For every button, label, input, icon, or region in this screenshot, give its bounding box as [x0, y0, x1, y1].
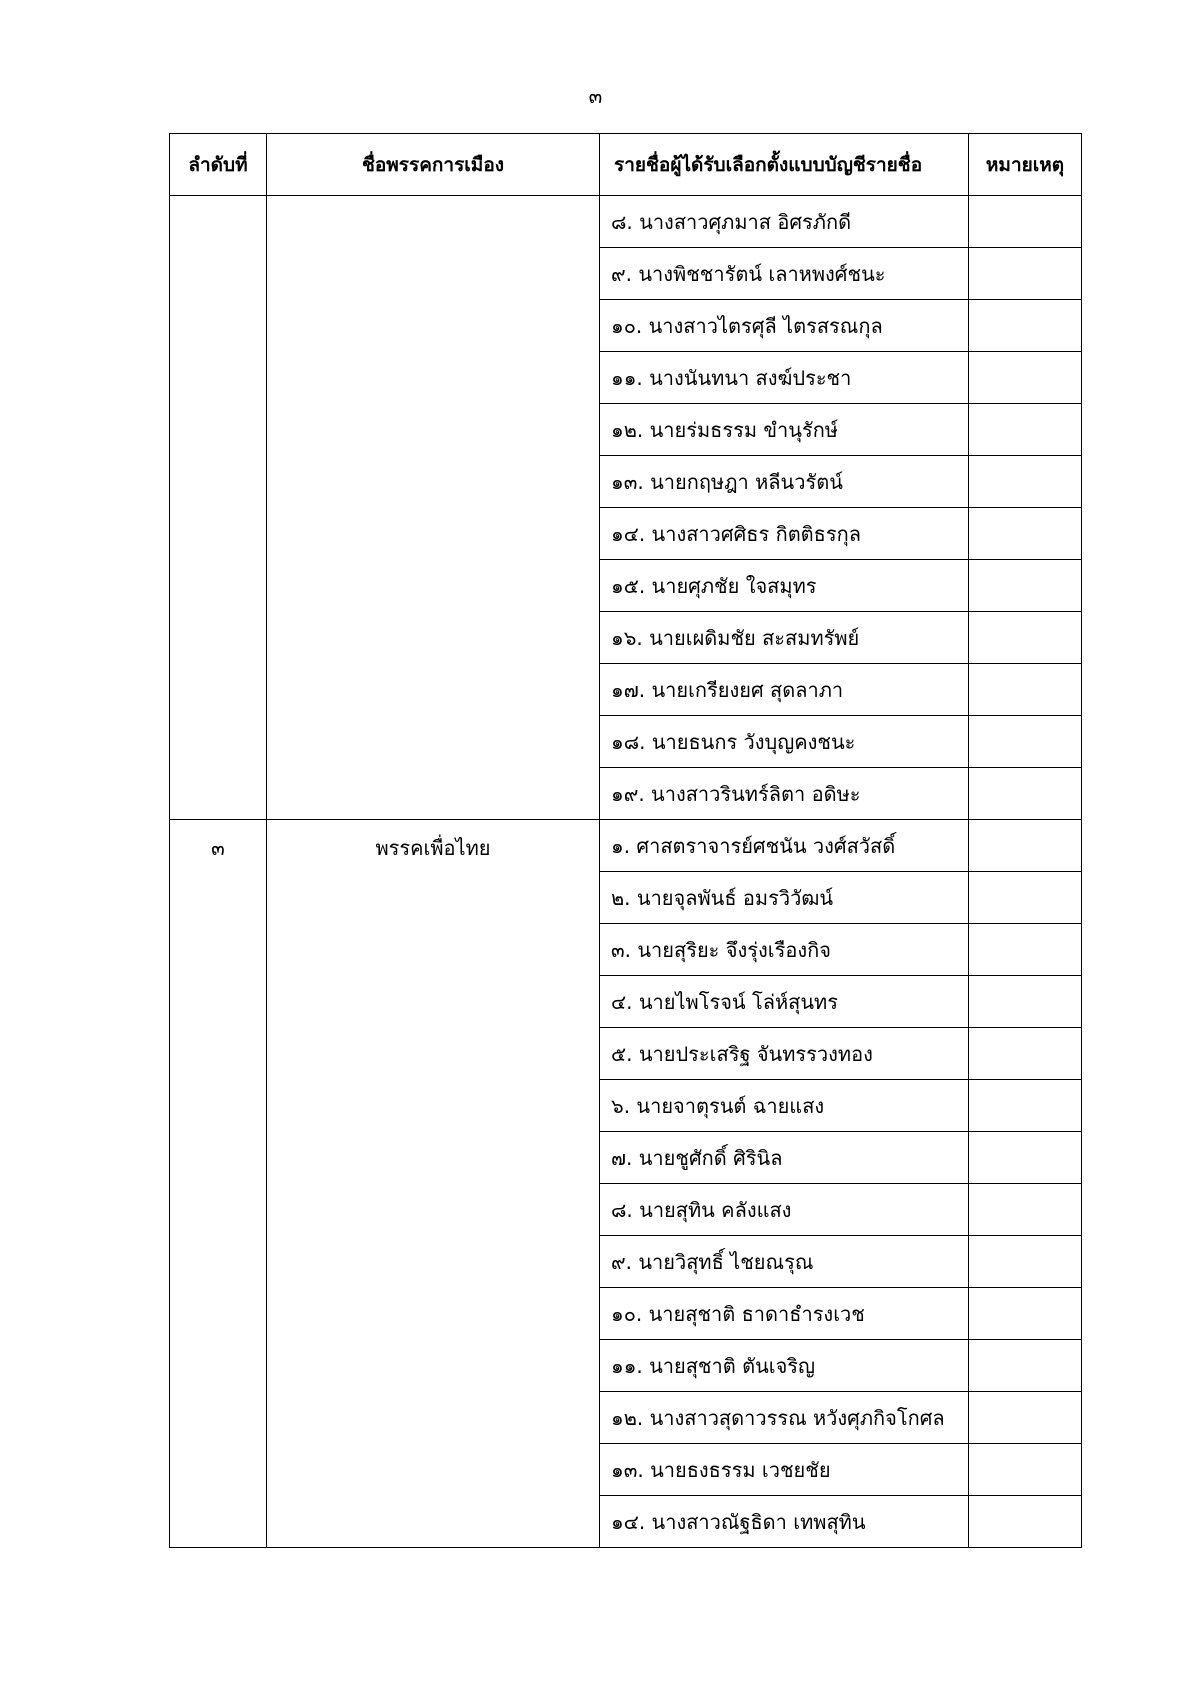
candidate-name-cell: ๑๑. นางนันทนา สงฆ์ประชา — [600, 352, 969, 404]
remarks-cell — [969, 300, 1082, 352]
header-party: ชื่อพรรคการเมือง — [267, 134, 600, 196]
candidate-name-cell: ๙. นายวิสุทธิ์ ไชยณรุณ — [600, 1236, 969, 1288]
candidate-name-cell: ๑๘. นายธนกร วังบุญคงชนะ — [600, 716, 969, 768]
remarks-cell — [969, 248, 1082, 300]
page-number: ๓ — [588, 84, 603, 108]
candidate-name-cell: ๔. นายไพโรจน์ โล่ห์สุนทร — [600, 976, 969, 1028]
table-header — [170, 134, 1082, 196]
candidate-name-cell: ๗. นายชูศักดิ์ ศิรินิล — [600, 1132, 969, 1184]
remarks-cell — [969, 456, 1082, 508]
remarks-cell — [969, 1236, 1082, 1288]
candidate-name-cell: ๑๖. นายเผดิมชัย สะสมทรัพย์ — [600, 612, 969, 664]
remarks-cell — [969, 976, 1082, 1028]
party-name-cell — [267, 196, 600, 820]
remarks-cell — [969, 560, 1082, 612]
candidate-name-cell: ๑๗. นายเกรียงยศ สุดลาภา — [600, 664, 969, 716]
candidate-name-cell: ๖. นายจาตุรนต์ ฉายแสง — [600, 1080, 969, 1132]
remarks-cell — [969, 1288, 1082, 1340]
candidate-name-cell: ๑๔. นางสาวณัฐธิดา เทพสุทิน — [600, 1496, 969, 1548]
candidate-name-cell: ๑๕. นายศุภชัย ใจสมุทร — [600, 560, 969, 612]
candidate-name-cell: ๑๓. นายธงธรรม เวชยชัย — [600, 1444, 969, 1496]
candidate-name-cell: ๑๙. นางสาวรินทร์ลิตา อดิษะ — [600, 768, 969, 820]
candidate-name-cell: ๑๒. นางสาวสุดาวรรณ หวังศุภกิจโกศล — [600, 1392, 969, 1444]
table-row — [170, 820, 1082, 872]
remarks-cell — [969, 664, 1082, 716]
remarks-cell — [969, 768, 1082, 820]
candidate-list-table — [169, 133, 1082, 1548]
remarks-cell — [969, 1080, 1082, 1132]
remarks-cell — [969, 508, 1082, 560]
remarks-cell — [969, 1392, 1082, 1444]
remarks-cell — [969, 820, 1082, 872]
remarks-cell — [969, 1444, 1082, 1496]
table-body — [170, 196, 1082, 1548]
party-order-cell: ๓ — [170, 820, 267, 1548]
remarks-cell — [969, 1184, 1082, 1236]
remarks-cell — [969, 1340, 1082, 1392]
header-candidates: รายชื่อผู้ได้รับเลือกตั้งแบบบัญชีรายชื่อ — [600, 134, 969, 196]
remarks-cell — [969, 1132, 1082, 1184]
candidate-name-cell: ๓. นายสุริยะ จึงรุ่งเรืองกิจ — [600, 924, 969, 976]
candidate-name-cell: ๑๒. นายร่มธรรม ขำนุรักษ์ — [600, 404, 969, 456]
remarks-cell — [969, 716, 1082, 768]
candidate-name-cell: ๑๐. นางสาวไตรศุลี ไตรสรณกุล — [600, 300, 969, 352]
candidate-name-cell: ๑. ศาสตราจารย์ศชนัน วงศ์สวัสดิ์ — [600, 820, 969, 872]
candidate-name-cell: ๑๑. นายสุชาติ ตันเจริญ — [600, 1340, 969, 1392]
remarks-cell — [969, 196, 1082, 248]
party-order-cell — [170, 196, 267, 820]
candidate-name-cell: ๘. นางสาวศุภมาส อิศรภักดี — [600, 196, 969, 248]
candidate-name-cell: ๘. นายสุทิน คลังแสง — [600, 1184, 969, 1236]
candidate-name-cell: ๑๓. นายกฤษฎา หลีนวรัตน์ — [600, 456, 969, 508]
candidate-name-cell: ๑๔. นางสาวศศิธร กิตติธรกุล — [600, 508, 969, 560]
table-row — [170, 196, 1082, 248]
remarks-cell — [969, 612, 1082, 664]
remarks-cell — [969, 404, 1082, 456]
remarks-cell — [969, 924, 1082, 976]
header-order: ลำดับที่ — [170, 134, 267, 196]
candidate-name-cell: ๕. นายประเสริฐ จันทรรวงทอง — [600, 1028, 969, 1080]
candidate-name-cell: ๒. นายจุลพันธ์ อมรวิวัฒน์ — [600, 872, 969, 924]
remarks-cell — [969, 352, 1082, 404]
party-name-cell: พรรคเพื่อไทย — [267, 820, 600, 1548]
candidate-name-cell: ๑๐. นายสุชาติ ธาดาธำรงเวช — [600, 1288, 969, 1340]
remarks-cell — [969, 872, 1082, 924]
remarks-cell — [969, 1028, 1082, 1080]
candidate-name-cell: ๙. นางพิชชารัตน์ เลาหพงศ์ชนะ — [600, 248, 969, 300]
header-remarks: หมายเหตุ — [969, 134, 1082, 196]
remarks-cell — [969, 1496, 1082, 1548]
